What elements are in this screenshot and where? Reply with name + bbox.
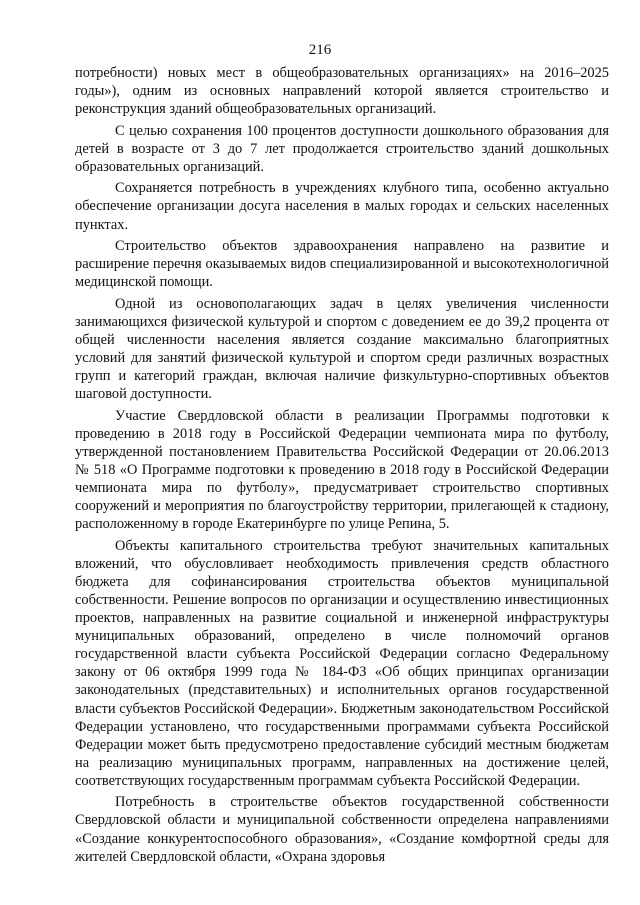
paragraph-preschool-availability: С целью сохранения 100 процентов доступности дошкольного образования для детей в возрасте от 3 до 7 лет продолжается строительство зданий дошкольных образовательных организаций. [75, 122, 609, 175]
paragraph-capital-construction-funding: Объекты капитального строительства требуют значительных капитальных вложений, что обусловливает необходимость привлечения средств областного бюджета для софинансирования строительства объектов муниципальной собственности. Решение вопросов по организации и осуществлению инвестиционных проектов, направленных на развитие социальной и инженерной инфраструктуры муниципальных образований, определено в числе полномочий органов государственной власти субъекта Российской Федерации согласно Федеральному закону от 06 октября 1999 года № 184-ФЗ «Об общих принципах организации законодательных (представительных) и исполнительных органов государственной власти субъектов Российской Федерации». Бюджетным законодательством Российской Федерации установлено, что государственными программами субъекта Российской Федерации может быть предусмотрено предоставление субсидий местным бюджетам на реализацию муниципальных программ, направленных на достижение целей, соответствующих государственным программам субъекта Российской Федерации. [75, 537, 609, 789]
page-number: 216 [308, 42, 332, 58]
paragraph-construction-needs: Потребность в строительстве объектов государственной собственности Свердловской области и муниципальной собственности определена направлениями «Создание конкурентоспособного образования», «Создание комфортной среды для жителей Свердловской области, «Охрана здоровья [75, 794, 609, 865]
paragraph-healthcare-construction: Строительство объектов здравоохранения направлено на развитие и расширение перечня оказываемых видов специализированной и высокотехнологичной медицинской помощи. [75, 238, 609, 291]
paragraph-club-facilities: Сохраняется потребность в учреждениях клубного типа, особенно актуально обеспечение организации досуга населения в малых городах и сельских населенных пунктах. [75, 180, 609, 233]
paragraph-school-construction-continuation: потребности) новых мест в общеобразовательных организациях» на 2016–2025 годы»), одним из основных направлений которой является строительство и реконструкция зданий общеобразовательных организаций. [75, 65, 609, 118]
paragraph-sports-development: Одной из основополагающих задач в целях увеличения численности занимающихся физической культурой и спортом с доведением ее до 39,2 процента от общей численности населения является создание максимально благоприятных условий для занятий физической культурой и спортом среди различных возрастных групп и категорий граждан, включая наличие физкультурно-спортивных объектов шаговой доступности. [75, 295, 609, 403]
paragraph-world-cup-2018: Участие Свердловской области в реализации Программы подготовки к проведению в 2018 году в Российской Федерации чемпионата мира по футболу, утвержденной постановлением Правительства Российской Федерации от 20.06.2013 № 518 «О Программе подготовки к проведению в 2018 году в Российской Федерации чемпионата мира по футболу», предусматривает строительство спортивных сооружений и мероприятия по благоустройству территории, прилегающей к стадиону, расположенному в городе Екатеринбурге по улице Репина, 5. [75, 407, 609, 533]
document-text-body [75, 64, 609, 869]
